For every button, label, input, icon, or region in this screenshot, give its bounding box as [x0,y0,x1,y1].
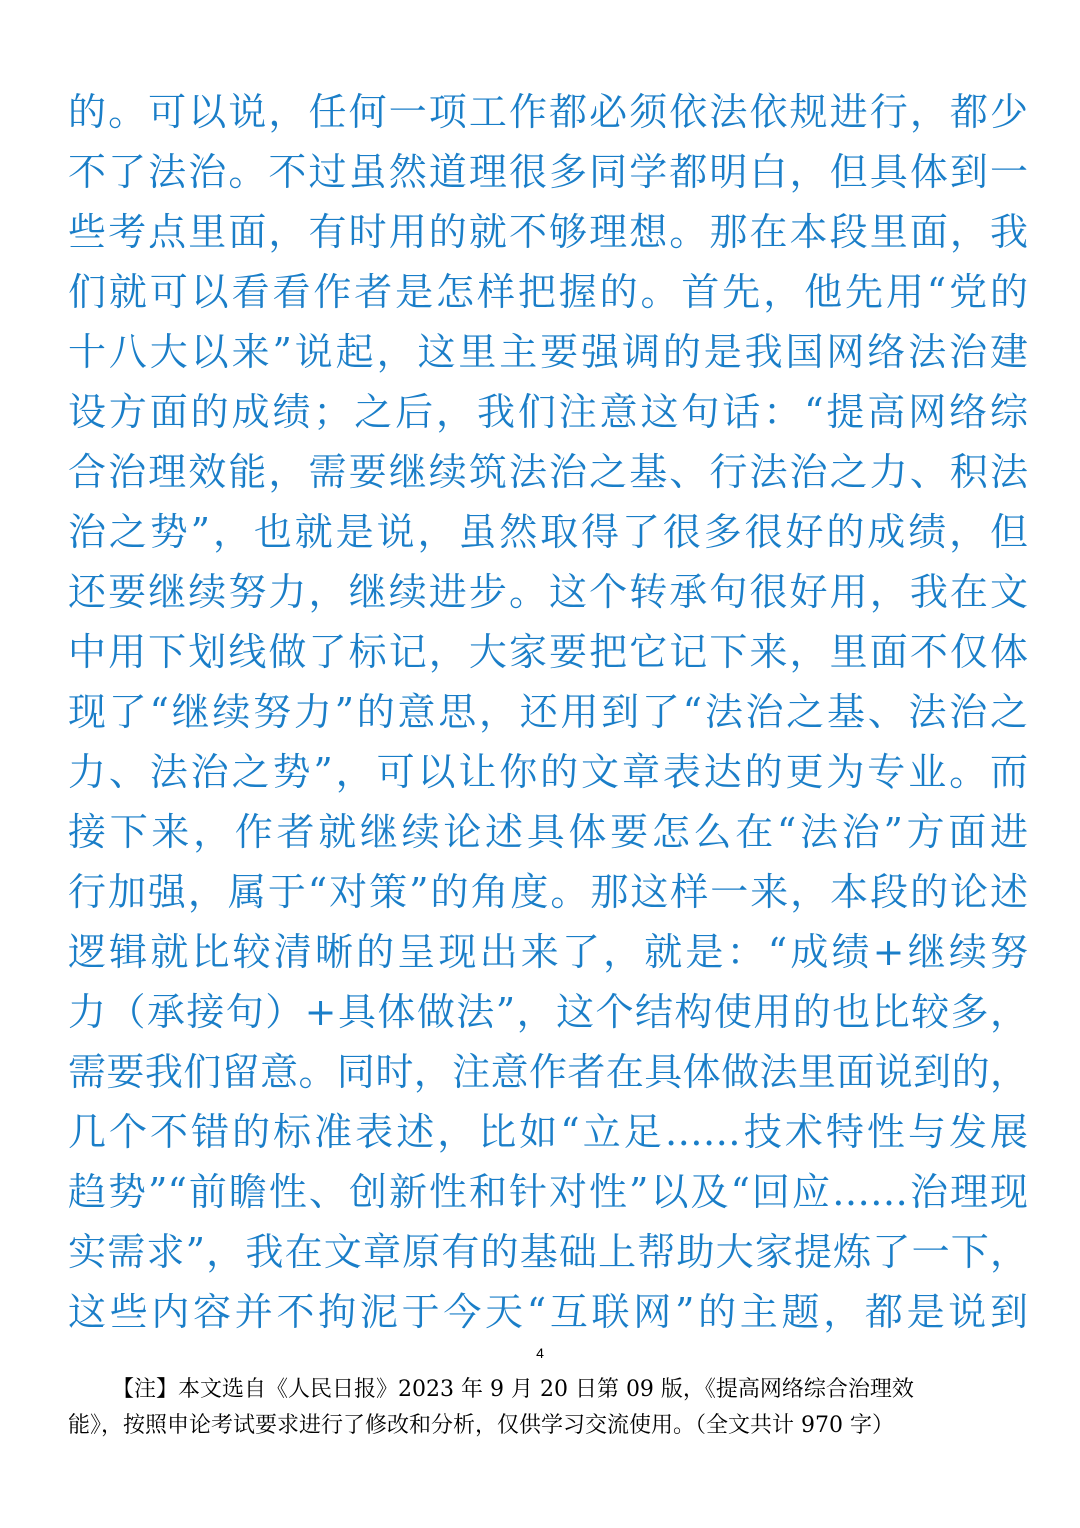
body-line: 十八大以来”说起，这里主要强调的是我国网络法治建 [68,330,1028,374]
body-line: 力、法治之势”，可以让你的文章表达的更为专业。而 [68,750,1028,794]
body-line: 接下来，作者就继续论述具体要怎么在“法治”方面进 [68,810,1028,854]
body-line: 治之势”，也就是说，虽然取得了很多很好的成绩，但 [68,510,1028,554]
body-line: 趋势”“前瞻性、创新性和针对性”以及“回应……治理现 [68,1170,1028,1214]
source-note-line: 能》，按照申论考试要求进行了修改和分析，仅供学习交流使用。（全文共计 970 字） [68,1413,894,1438]
body-line: 中用下划线做了标记，大家要把它记下来，里面不仅体 [68,630,1028,674]
body-line: 不了法治。不过虽然道理很多同学都明白，但具体到一 [68,150,1028,194]
body-line: 力（承接句）+具体做法”，这个结构使用的也比较多， [68,990,1028,1034]
body-line: 设方面的成绩；之后，我们注意这句话：“提高网络综 [68,390,1028,434]
body-line: 些考点里面，有时用的就不够理想。那在本段里面，我 [68,210,1028,254]
body-line: 实需求”，我在文章原有的基础上帮助大家提炼了一下， [68,1230,1028,1274]
source-note [68,1372,1018,1444]
body-line: 几个不错的标准表述，比如“立足……技术特性与发展 [68,1110,1028,1154]
body-line: 这些内容并不拘泥于今天“互联网”的主题，都是说到 [68,1290,1028,1334]
body-line: 需要我们留意。同时，注意作者在具体做法里面说到的， [68,1050,1028,1094]
body-text [68,82,1028,1342]
source-note-line: 【注】本文选自《人民日报》2023 年 9 月 20 日第 09 版，《提高网络综合治理效 [112,1377,914,1402]
body-line: 逻辑就比较清晰的呈现出来了，就是：“成绩+继续努 [68,930,1028,974]
body-line: 的。可以说，任何一项工作都必须依法依规进行，都少 [68,90,1028,134]
body-line: 现了“继续努力”的意思，还用到了“法治之基、法治之 [68,690,1028,734]
body-line: 行加强，属于“对策”的角度。那这样一来，本段的论述 [68,870,1028,914]
body-line: 还要继续努力，继续进步。这个转承句很好用，我在文 [68,570,1028,614]
page-number: 4 [536,1345,544,1361]
body-line: 们就可以看看作者是怎样把握的。首先，他先用“党的 [68,270,1028,314]
body-line: 合治理效能，需要继续筑法治之基、行法治之力、积法 [68,450,1028,494]
